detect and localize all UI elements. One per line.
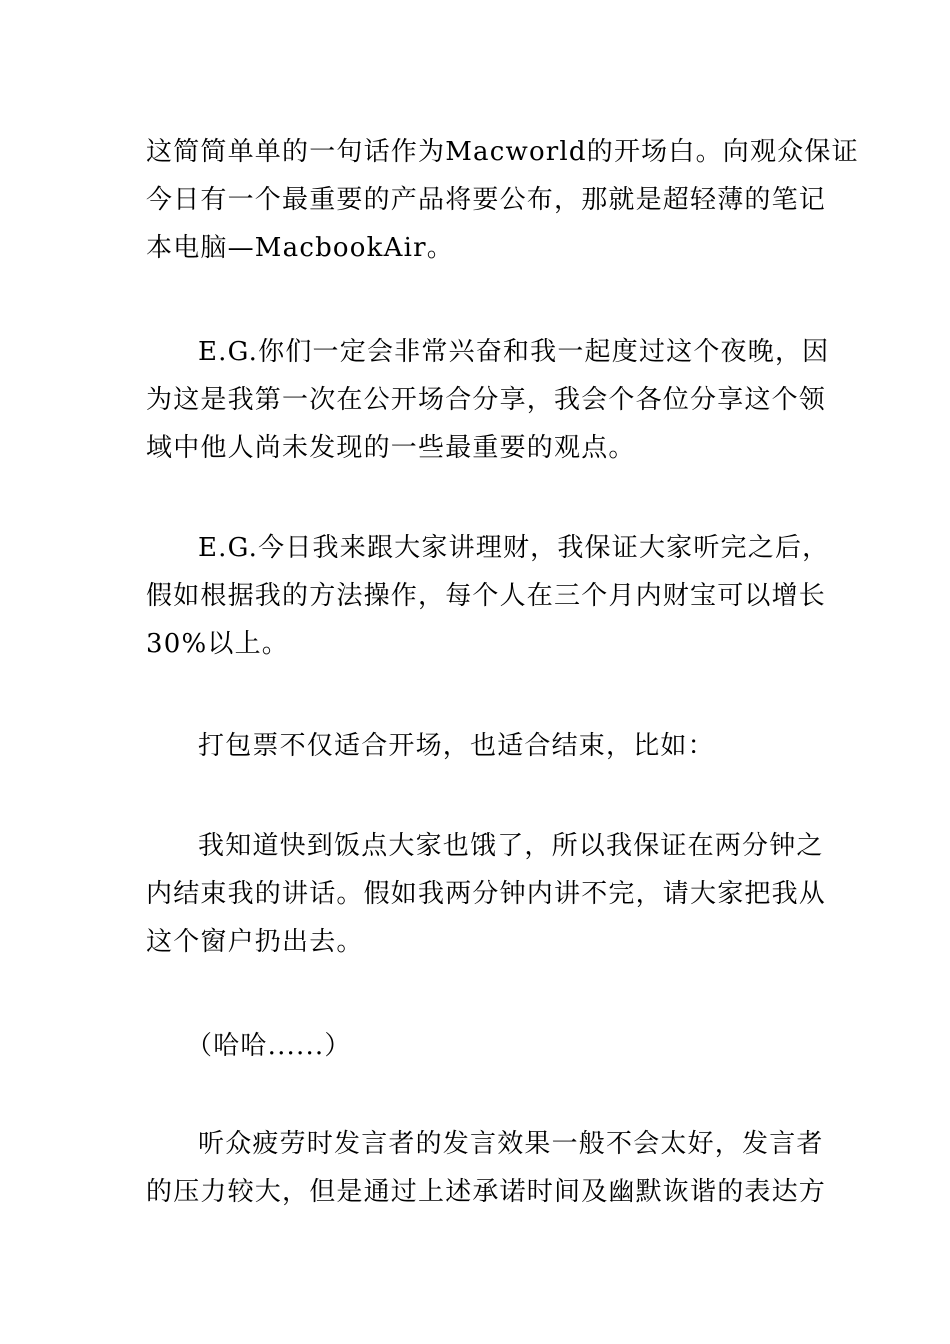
paragraph-example-meal xyxy=(146,822,827,966)
text-line: （哈哈......） xyxy=(186,1031,352,1061)
text-line: 今日有一个最重要的产品将要公布，那就是超轻薄的笔记 xyxy=(146,185,827,215)
text-line: E.G.今日我来跟大家讲理财，我保证大家听完之后， xyxy=(198,533,830,563)
text-line: E.G.你们一定会非常兴奋和我一起度过这个夜晚，因 xyxy=(198,337,830,367)
text-line: 听众疲劳时发言者的发言效果一般不会太好，发言者 xyxy=(198,1129,824,1159)
text-line: 打包票不仅适合开场，也适合结束，比如： xyxy=(198,731,715,761)
text-line: 为这是我第一次在公开场合分享，我会个各位分享这个领 xyxy=(146,385,827,415)
text-line: 我知道快到饭点大家也饿了，所以我保证在两分钟之 xyxy=(198,831,824,861)
text-line: 这简简单单的一句话作为Macworld的开场白。向观众保证 xyxy=(146,137,859,167)
paragraph-example-finance xyxy=(146,524,830,668)
paragraph-closing-intro xyxy=(146,722,811,770)
paragraph-audience-fatigue xyxy=(146,1120,827,1216)
text-line: 内结束我的讲话。假如我两分钟内讲不完，请大家把我从 xyxy=(146,879,827,909)
text-line: 的压力较大，但是通过上述承诺时间及幽默诙谐的表达方 xyxy=(146,1177,827,1207)
text-line: 假如根据我的方法操作，每个人在三个月内财宝可以增长 xyxy=(146,581,827,611)
text-line: 这个窗户扔出去。 xyxy=(146,927,364,957)
paragraph-laughter xyxy=(146,1022,811,1070)
paragraph-example-evening xyxy=(146,328,830,472)
text-line: 30%以上。 xyxy=(146,629,289,659)
paragraph-macworld xyxy=(146,128,859,272)
text-line: 域中他人尚未发现的一些最重要的观点。 xyxy=(146,433,636,463)
text-line: 本电脑—MacbookAir。 xyxy=(146,233,454,263)
